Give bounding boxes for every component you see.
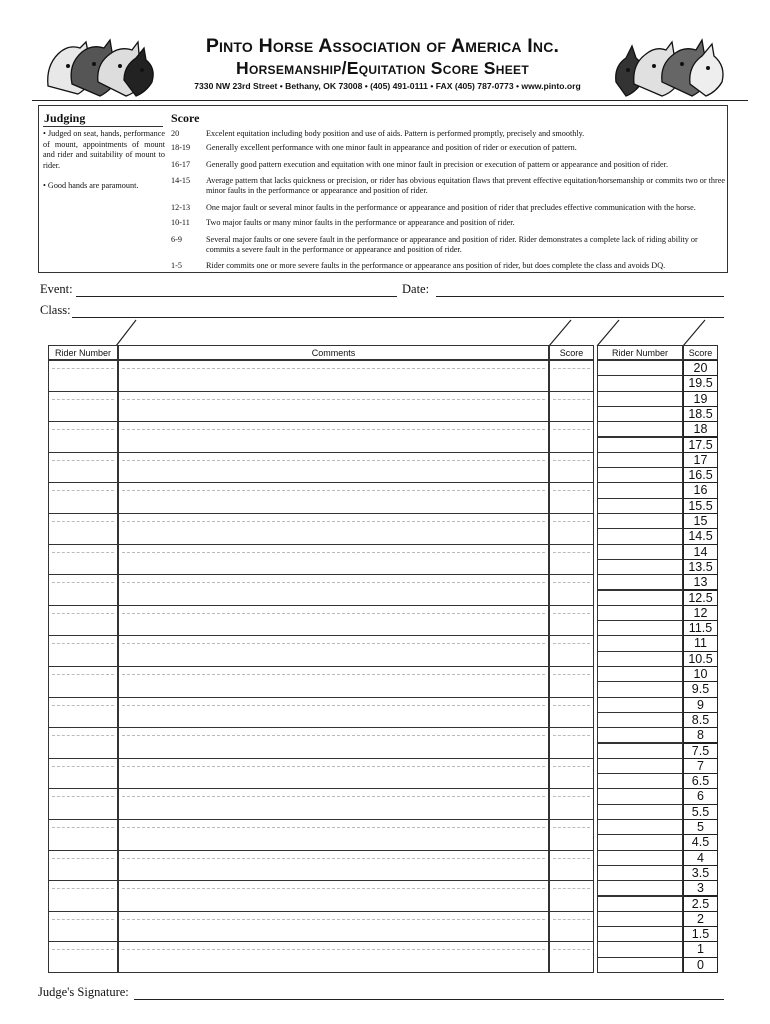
ladder-rider-number-cell[interactable] (597, 528, 683, 544)
score-cell[interactable] (549, 788, 594, 820)
row-guide-line (52, 919, 114, 920)
row-guide-line (553, 490, 590, 491)
ladder-score-value: 2 (683, 911, 718, 927)
rider-number-cell[interactable] (48, 819, 118, 851)
rider-number-cell[interactable] (48, 452, 118, 484)
ladder-rider-number-cell[interactable] (597, 681, 683, 697)
score-cell[interactable] (549, 574, 594, 606)
judging-guidelines-box (38, 105, 728, 273)
rider-number-cell[interactable] (48, 666, 118, 698)
horse-heads-logo-icon (608, 36, 730, 98)
rider-number-cell[interactable] (48, 880, 118, 912)
row-guide-line (553, 643, 590, 644)
row-guide-line (52, 643, 114, 644)
comment-cell[interactable] (118, 758, 549, 790)
ladder-score-value: 18 (683, 421, 718, 437)
ladder-score-value: 9 (683, 697, 718, 713)
ladder-rider-number-cell[interactable] (597, 743, 683, 759)
comment-cell[interactable] (118, 544, 549, 576)
comment-cell[interactable] (118, 727, 549, 759)
ladder-score-value: 13 (683, 574, 718, 590)
comment-cell[interactable] (118, 941, 549, 973)
comment-cell[interactable] (118, 880, 549, 912)
ladder-score-value: 14 (683, 544, 718, 560)
row-guide-line (553, 796, 590, 797)
row-guide-line (553, 735, 590, 736)
rider-number-header: Rider Number (48, 345, 118, 360)
ladder-score-value: 16.5 (683, 467, 718, 483)
ladder-score-value: 8.5 (683, 712, 718, 728)
score-cell[interactable] (549, 727, 594, 759)
comment-cell[interactable] (118, 666, 549, 698)
ladder-rider-number-cell[interactable] (597, 911, 683, 927)
row-guide-line (553, 858, 590, 859)
ladder-rider-number-cell[interactable] (597, 865, 683, 881)
scale-range: 14-15 (171, 176, 191, 185)
class-label: Class: (40, 303, 71, 317)
comment-cell[interactable] (118, 482, 549, 514)
ladder-rider-number-cell[interactable] (597, 834, 683, 850)
row-guide-line (553, 949, 590, 950)
ladder-score-value: 5 (683, 819, 718, 835)
score-header-2: Score (683, 345, 718, 360)
scale-description: Several major faults or one severe fault in the performance or appearance and position of rider. Rider demonstrates a complete lack of riding ability or commits a severe fault in the performance or appearance and position of rider. (206, 235, 698, 254)
score-cell[interactable] (549, 850, 594, 882)
row-guide-line (553, 460, 590, 461)
scale-range: 1-5 (171, 261, 182, 270)
header-divider (32, 100, 748, 101)
row-guide-line (52, 613, 114, 614)
ladder-rider-number-cell[interactable] (597, 666, 683, 682)
judging-heading: Judging (44, 111, 86, 125)
ladder-rider-number-cell[interactable] (597, 360, 683, 376)
judge-signature-field[interactable] (134, 999, 724, 1000)
rider-number-cell[interactable] (48, 727, 118, 759)
row-guide-line (52, 766, 114, 767)
row-guide-line (122, 521, 545, 522)
row-guide-line (52, 949, 114, 950)
row-guide-line (122, 674, 545, 675)
rider-number-cell[interactable] (48, 697, 118, 729)
row-guide-line (553, 613, 590, 614)
rider-number-cell[interactable] (48, 605, 118, 637)
row-guide-line (52, 552, 114, 553)
ladder-score-value: 2.5 (683, 896, 718, 912)
ladder-rider-number-cell[interactable] (597, 926, 683, 942)
ladder-score-value: 10.5 (683, 651, 718, 667)
ladder-rider-number-cell[interactable] (597, 850, 683, 866)
ladder-score-value: 4 (683, 850, 718, 866)
ladder-score-value: 8 (683, 727, 718, 743)
rider-number-cell[interactable] (48, 850, 118, 882)
ladder-score-value: 17.5 (683, 437, 718, 453)
ladder-rider-number-cell[interactable] (597, 712, 683, 728)
rider-number-cell[interactable] (48, 941, 118, 973)
row-guide-line (52, 735, 114, 736)
rider-number-header-2: Rider Number (597, 345, 683, 360)
score-cell[interactable] (549, 758, 594, 790)
event-label: Event: (40, 282, 73, 296)
row-guide-line (52, 582, 114, 583)
ladder-rider-number-cell[interactable] (597, 896, 683, 912)
row-guide-line (122, 368, 545, 369)
ladder-rider-number-cell[interactable] (597, 482, 683, 498)
ladder-rider-number-cell[interactable] (597, 467, 683, 483)
row-guide-line (553, 521, 590, 522)
row-guide-line (122, 858, 545, 859)
rider-number-cell[interactable] (48, 360, 118, 392)
ladder-score-value: 12 (683, 605, 718, 621)
row-guide-line (52, 827, 114, 828)
ladder-rider-number-cell[interactable] (597, 697, 683, 713)
ladder-rider-number-cell[interactable] (597, 758, 683, 774)
comment-cell[interactable] (118, 605, 549, 637)
ladder-score-value: 16 (683, 482, 718, 498)
row-guide-line (553, 368, 590, 369)
ladder-score-value: 14.5 (683, 528, 718, 544)
comment-cell[interactable] (118, 850, 549, 882)
comments-header: Comments (118, 345, 549, 360)
ladder-rider-number-cell[interactable] (597, 544, 683, 560)
row-guide-line (122, 766, 545, 767)
row-guide-line (122, 643, 545, 644)
ladder-score-value: 0 (683, 957, 718, 973)
rider-number-cell[interactable] (48, 574, 118, 606)
row-guide-line (553, 582, 590, 583)
event-field[interactable] (76, 296, 397, 297)
comment-cell[interactable] (118, 819, 549, 851)
score-header: Score (549, 345, 594, 360)
column-tab-decoration (116, 316, 176, 348)
organization-address: 7330 NW 23rd Street • Bethany, OK 73008 • (405) 491-0111 • FAX (405) 787-0773 • www.pinto.org (194, 81, 581, 91)
score-heading: Score (171, 111, 200, 125)
score-cell[interactable] (549, 421, 594, 453)
ladder-rider-number-cell[interactable] (597, 406, 683, 422)
ladder-rider-number-cell[interactable] (597, 498, 683, 514)
column-tab-decoration (683, 316, 743, 348)
score-cell[interactable] (549, 544, 594, 576)
ladder-rider-number-cell[interactable] (597, 804, 683, 820)
ladder-score-value: 9.5 (683, 681, 718, 697)
ladder-score-value: 20 (683, 360, 718, 376)
judging-criterion: • Good hands are paramount. (43, 181, 139, 190)
row-guide-line (122, 919, 545, 920)
score-cell[interactable] (549, 513, 594, 545)
ladder-score-value: 7 (683, 758, 718, 774)
comment-cell[interactable] (118, 391, 549, 423)
row-guide-line (122, 735, 545, 736)
row-guide-line (553, 705, 590, 706)
ladder-rider-number-cell[interactable] (597, 391, 683, 407)
score-cell[interactable] (549, 911, 594, 943)
row-guide-line (122, 490, 545, 491)
row-guide-line (553, 888, 590, 889)
ladder-rider-number-cell[interactable] (597, 452, 683, 468)
score-cell[interactable] (549, 482, 594, 514)
row-guide-line (122, 796, 545, 797)
ladder-score-value: 12.5 (683, 590, 718, 606)
judging-heading-rule (43, 126, 163, 127)
ladder-rider-number-cell[interactable] (597, 574, 683, 590)
comment-cell[interactable] (118, 697, 549, 729)
form-subtitle: Horsemanship/Equitation Score Sheet (236, 58, 529, 78)
row-guide-line (52, 796, 114, 797)
ladder-rider-number-cell[interactable] (597, 620, 683, 636)
ladder-score-value: 1 (683, 941, 718, 957)
ladder-score-value: 11.5 (683, 620, 718, 636)
ladder-rider-number-cell[interactable] (597, 559, 683, 575)
score-cell[interactable] (549, 666, 594, 698)
rider-number-cell[interactable] (48, 911, 118, 943)
row-guide-line (52, 368, 114, 369)
date-field[interactable] (436, 296, 724, 297)
horse-heads-logo-icon (38, 36, 160, 98)
row-guide-line (52, 521, 114, 522)
comment-cell[interactable] (118, 452, 549, 484)
row-guide-line (122, 429, 545, 430)
row-guide-line (122, 949, 545, 950)
ladder-score-value: 19 (683, 391, 718, 407)
scale-range: 16-17 (171, 160, 191, 169)
ladder-score-value: 11 (683, 635, 718, 651)
scale-description: One major fault or several minor faults in the performance or appearance and position of rider that precludes effective communication with the horse. (206, 203, 696, 212)
ladder-score-value: 4.5 (683, 834, 718, 850)
row-guide-line (122, 399, 545, 400)
ladder-rider-number-cell[interactable] (597, 941, 683, 957)
row-guide-line (553, 766, 590, 767)
ladder-score-value: 1.5 (683, 926, 718, 942)
comment-cell[interactable] (118, 635, 549, 667)
ladder-score-value: 5.5 (683, 804, 718, 820)
row-guide-line (122, 827, 545, 828)
scale-description: Average pattern that lacks quickness or precision, or rider has obvious equitation flaws that prevent effective equitation/horsemanship or commits two or three minor faults in the performance or appearance and position of rider. (206, 176, 725, 195)
ladder-score-value: 10 (683, 666, 718, 682)
score-cell[interactable] (549, 941, 594, 973)
rider-number-cell[interactable] (48, 758, 118, 790)
comment-cell[interactable] (118, 421, 549, 453)
scale-range: 18-19 (171, 143, 191, 152)
scale-description: Generally excellent performance with one minor fault in appearance and position of rider or execution of pattern. (206, 143, 577, 152)
ladder-rider-number-cell[interactable] (597, 651, 683, 667)
row-guide-line (52, 460, 114, 461)
row-guide-line (122, 613, 545, 614)
row-guide-line (122, 705, 545, 706)
scale-range: 6-9 (171, 235, 182, 244)
score-cell[interactable] (549, 819, 594, 851)
row-guide-line (553, 827, 590, 828)
ladder-score-value: 3.5 (683, 865, 718, 881)
ladder-score-value: 6.5 (683, 773, 718, 789)
row-guide-line (52, 429, 114, 430)
comment-cell[interactable] (118, 911, 549, 943)
rider-number-cell[interactable] (48, 513, 118, 545)
ladder-score-value: 15.5 (683, 498, 718, 514)
ladder-score-value: 15 (683, 513, 718, 529)
ladder-rider-number-cell[interactable] (597, 957, 683, 973)
row-guide-line (52, 399, 114, 400)
score-cell[interactable] (549, 697, 594, 729)
rider-number-cell[interactable] (48, 635, 118, 667)
ladder-score-value: 13.5 (683, 559, 718, 575)
comment-cell[interactable] (118, 513, 549, 545)
ladder-rider-number-cell[interactable] (597, 590, 683, 606)
ladder-rider-number-cell[interactable] (597, 605, 683, 621)
row-guide-line (52, 490, 114, 491)
judge-signature-label: Judge's Signature: (38, 985, 129, 999)
judging-criterion: • Judged on seat, hands, performance of mount, appointments of mount and rider and suitability of mount to rider. (43, 129, 165, 170)
ladder-rider-number-cell[interactable] (597, 635, 683, 651)
row-guide-line (122, 582, 545, 583)
score-cell[interactable] (549, 391, 594, 423)
score-cell[interactable] (549, 880, 594, 912)
ladder-score-value: 3 (683, 880, 718, 896)
scale-range: 12-13 (171, 203, 191, 212)
score-cell[interactable] (549, 635, 594, 667)
row-guide-line (553, 399, 590, 400)
organization-title: Pinto Horse Association of America Inc. (205, 35, 560, 57)
row-guide-line (553, 429, 590, 430)
ladder-rider-number-cell[interactable] (597, 788, 683, 804)
ladder-score-value: 6 (683, 788, 718, 804)
column-tab-decoration (597, 316, 657, 348)
scale-range: 10-11 (171, 218, 190, 227)
ladder-rider-number-cell[interactable] (597, 773, 683, 789)
rider-number-cell[interactable] (48, 788, 118, 820)
row-guide-line (553, 919, 590, 920)
scale-description: Rider commits one or more severe faults in the performance or appearance ans position of rider, but does complete the class and avoids DQ. (206, 261, 666, 270)
score-cell[interactable] (549, 360, 594, 392)
row-guide-line (553, 674, 590, 675)
ladder-rider-number-cell[interactable] (597, 421, 683, 437)
ladder-rider-number-cell[interactable] (597, 513, 683, 529)
row-guide-line (52, 705, 114, 706)
date-label: Date: (402, 282, 430, 296)
scale-description: Two major faults or many minor faults in the performance or appearance and position of rider. (206, 218, 515, 227)
ladder-rider-number-cell[interactable] (597, 819, 683, 835)
row-guide-line (122, 888, 545, 889)
rider-number-cell[interactable] (48, 482, 118, 514)
ladder-score-value: 7.5 (683, 743, 718, 759)
score-cell[interactable] (549, 452, 594, 484)
score-cell[interactable] (549, 605, 594, 637)
ladder-rider-number-cell[interactable] (597, 880, 683, 896)
comment-cell[interactable] (118, 574, 549, 606)
row-guide-line (122, 460, 545, 461)
comment-cell[interactable] (118, 360, 549, 392)
ladder-rider-number-cell[interactable] (597, 727, 683, 743)
ladder-score-value: 18.5 (683, 406, 718, 422)
ladder-rider-number-cell[interactable] (597, 375, 683, 391)
row-guide-line (122, 552, 545, 553)
row-guide-line (52, 674, 114, 675)
rider-number-cell[interactable] (48, 544, 118, 576)
scale-description: Excelent equitation including body position and use of aids. Pattern is performed promptly, precisely and smoothly. (206, 129, 585, 138)
row-guide-line (553, 552, 590, 553)
scale-range: 20 (171, 129, 180, 138)
scale-description: Generally good pattern execution and equitation with one minor fault in precision or execution of pattern or appearance and position of rider. (206, 160, 668, 169)
row-guide-line (52, 888, 114, 889)
row-guide-line (52, 858, 114, 859)
comment-cell[interactable] (118, 788, 549, 820)
rider-number-cell[interactable] (48, 421, 118, 453)
rider-number-cell[interactable] (48, 391, 118, 423)
ladder-rider-number-cell[interactable] (597, 437, 683, 453)
ladder-score-value: 17 (683, 452, 718, 468)
ladder-score-value: 19.5 (683, 375, 718, 391)
